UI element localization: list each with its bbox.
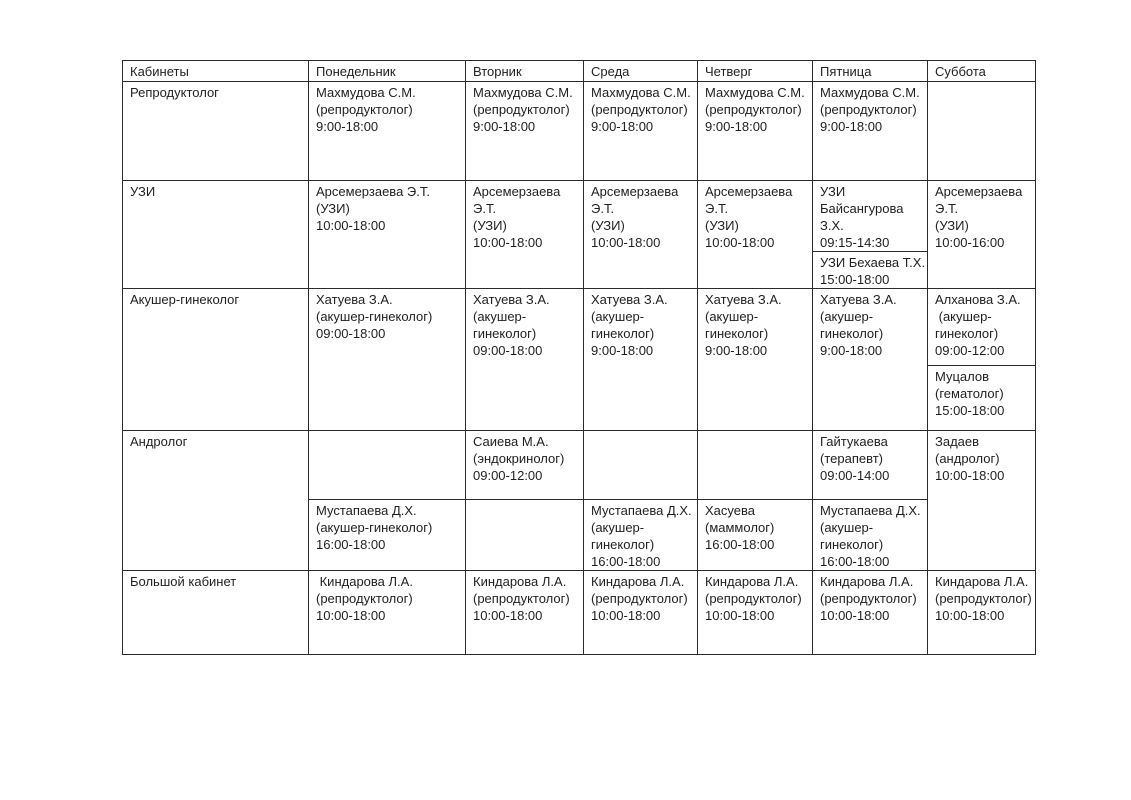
cell-reproduktolog-thursday [698,82,813,181]
col-header-monday: Понедельник [309,61,466,82]
cell-text-line: (УЗИ) [705,218,739,233]
cell-text-line: Хасуева [705,503,755,518]
cell-reproduktolog-saturday [928,82,1036,181]
cell-bolshoy-thursday [698,571,813,655]
cell-akusher-saturday-bottom [928,366,1036,431]
cell-text-line: (акушер- [591,520,645,535]
col-header-friday: Пятница [813,61,928,82]
cell-text-line: гинеколог) [591,326,655,341]
cell-text-line: Задаев [935,434,980,449]
cell-text-line: (репродуктолог) [591,591,688,606]
cell-androlog-wednesday-top [584,431,698,500]
cell-androlog-tuesday-top [466,431,584,500]
cell-bolshoy-wednesday [584,571,698,655]
cell-text-line: (андролог) [935,451,1000,466]
cell-text-line: Алханова З.А. [935,292,1021,307]
cell-text-line: 9:00-18:00 [473,119,536,134]
cell-text-line: (акушер- [820,309,874,324]
cell-text-line: (УЗИ) [591,218,625,233]
cell-text-line: Киндарова Л.А. [591,574,685,589]
cell-text-line: Муцалов [935,369,990,384]
cell-text-line: Арсемерзаева [705,184,793,199]
cell-text-line: Э.Т. [473,201,497,216]
cell-text-line: Киндарова Л.А. [935,574,1029,589]
cell-text-line: (УЗИ) [316,201,350,216]
cell-text-line: Махмудова С.М. [316,85,416,100]
cell-text-line: 09:00-18:00 [473,343,543,358]
cell-text-line: Мустапаева Д.Х. [316,503,417,518]
cell-text-line: Арсемерзаева [591,184,679,199]
col-header-thursday: Четверг [698,61,813,82]
cell-text-line: Киндарова Л.А. [820,574,914,589]
cell-bolshoy-friday [813,571,928,655]
cell-text-line: Э.Т. [705,201,729,216]
cell-text-line: Хатуева З.А. [705,292,782,307]
cell-text-line: гинеколог) [820,537,884,552]
cell-text-line: Киндарова Л.А. [316,574,413,589]
row-label-reproduktolog: Репродуктолог [123,82,309,181]
cell-uzi-tuesday [466,181,584,289]
cell-reproduktolog-wednesday [584,82,698,181]
cell-text-line: 9:00-18:00 [820,119,883,134]
cell-text-line: 9:00-18:00 [705,343,768,358]
cell-text-line: (маммолог) [705,520,775,535]
cell-text-line: (репродуктолог) [820,591,917,606]
row-uzi-top [123,181,1036,252]
row-label-bolshoy: Большой кабинет [123,571,309,655]
cell-text-line: Байсангурова [820,201,904,216]
row-label-uzi: УЗИ [123,181,309,289]
cell-text-line: гинеколог) [705,326,769,341]
cell-text-line: 09:15-14:30 [820,235,890,250]
cell-text-line: гинеколог) [935,326,999,341]
cell-text-line: 9:00-18:00 [820,343,883,358]
cell-text-line: 10:00-18:00 [935,608,1005,623]
cell-text-line: 10:00-18:00 [705,608,775,623]
cell-text-line: Хатуева З.А. [316,292,393,307]
cell-text-line: 9:00-18:00 [316,119,379,134]
cell-akusher-wednesday [584,289,698,431]
cell-androlog-friday-top [813,431,928,500]
schedule-table [122,60,1036,655]
cell-text-line: Э.Т. [591,201,615,216]
cell-text-line: 15:00-18:00 [820,272,890,287]
cell-uzi-saturday [928,181,1036,289]
cell-text-line: УЗИ Бехаева Т.Х. [820,255,926,270]
cell-uzi-friday-top [813,181,928,252]
cell-text-line: гинеколог) [591,537,655,552]
cell-text-line: (акушер- [705,309,759,324]
cell-text-line: 09:00-12:00 [473,468,543,483]
cell-text-line: 10:00-16:00 [935,235,1005,250]
row-bolshoy [123,571,1036,655]
cell-text-line: (акушер- [935,309,992,324]
cell-text-line: Арсемерзаева Э.Т. [316,184,430,199]
cell-text-line: (репродуктолог) [316,591,413,606]
cell-text-line: (акушер- [591,309,645,324]
cell-text-line: 16:00-18:00 [316,537,386,552]
cell-reproduktolog-tuesday [466,82,584,181]
cell-uzi-thursday [698,181,813,289]
cell-text-line: Хатуева З.А. [591,292,668,307]
cell-text-line: 9:00-18:00 [591,343,654,358]
cell-text-line: гинеколог) [820,326,884,341]
cell-text-line: Саиева М.А. [473,434,549,449]
cell-text-line: 10:00-18:00 [473,235,543,250]
cell-text-line: (репродуктолог) [935,591,1032,606]
cell-text-line: гинеколог) [473,326,537,341]
cell-akusher-tuesday [466,289,584,431]
cell-text-line: (репродуктолог) [705,102,802,117]
cell-text-line: (акушер- [820,520,874,535]
cell-text-line: (гематолог) [935,386,1004,401]
cell-androlog-thursday-bottom [698,500,813,571]
cell-text-line: 10:00-18:00 [935,468,1005,483]
cell-text-line: 10:00-18:00 [316,608,386,623]
cell-text-line: 09:00-12:00 [935,343,1005,358]
cell-text-line: 09:00-18:00 [316,326,386,341]
cell-text-line: Э.Т. [935,201,959,216]
cell-text-line: 10:00-18:00 [591,235,661,250]
cell-text-line: 9:00-18:00 [591,119,654,134]
cell-text-line: (акушер-гинеколог) [316,520,433,535]
cell-text-line: Махмудова С.М. [820,85,920,100]
cell-text-line: 10:00-18:00 [705,235,775,250]
cell-text-line: 15:00-18:00 [935,403,1005,418]
cell-text-line: (эндокринолог) [473,451,565,466]
cell-androlog-monday-top [309,431,466,500]
cell-text-line: (репродуктолог) [473,102,570,117]
cell-text-line: З.Х. [820,218,844,233]
col-header-tuesday: Вторник [466,61,584,82]
cell-text-line: 16:00-18:00 [705,537,775,552]
row-label-androlog: Андролог [123,431,309,571]
cell-akusher-monday [309,289,466,431]
cell-text-line: 16:00-18:00 [591,554,661,569]
cell-text-line: (УЗИ) [473,218,507,233]
cell-akusher-thursday [698,289,813,431]
cell-reproduktolog-friday [813,82,928,181]
cell-text-line: (репродуктолог) [473,591,570,606]
cell-text-line: (репродуктолог) [591,102,688,117]
header-row [123,61,1036,82]
cell-uzi-monday [309,181,466,289]
cell-androlog-friday-bottom [813,500,928,571]
cell-text-line: Арсемерзаева [935,184,1023,199]
cell-text-line: (репродуктолог) [820,102,917,117]
col-header-wednesday: Среда [584,61,698,82]
cell-text-line: Мустапаева Д.Х. [820,503,921,518]
cell-akusher-friday [813,289,928,431]
cell-text-line: 10:00-18:00 [591,608,661,623]
cell-androlog-monday-bottom [309,500,466,571]
cell-text-line: Махмудова С.М. [591,85,691,100]
cell-text-line: (репродуктолог) [316,102,413,117]
cell-bolshoy-tuesday [466,571,584,655]
cell-text-line: Хатуева З.А. [473,292,550,307]
cell-text-line: (УЗИ) [935,218,969,233]
cell-androlog-wednesday-bottom [584,500,698,571]
cell-text-line: (акушер-гинеколог) [316,309,433,324]
cell-text-line: Гайтукаева [820,434,888,449]
cell-uzi-friday-bottom [813,252,928,289]
cell-text-line: Махмудова С.М. [705,85,805,100]
col-header-saturday: Суббота [928,61,1036,82]
cell-androlog-saturday [928,431,1036,571]
cell-text-line: Махмудова С.М. [473,85,573,100]
cell-text-line: Мустапаева Д.Х. [591,503,692,518]
cell-text-line: 10:00-18:00 [820,608,890,623]
cell-text-line: 10:00-18:00 [473,608,543,623]
cell-text-line: 10:00-18:00 [316,218,386,233]
cell-text-line: Киндарова Л.А. [473,574,567,589]
cell-bolshoy-monday [309,571,466,655]
cell-text-line: 9:00-18:00 [705,119,768,134]
cell-text-line: Киндарова Л.А. [705,574,799,589]
row-akusher-top [123,289,1036,366]
cell-text-line: (акушер- [473,309,527,324]
row-label-akusher: Акушер-гинеколог [123,289,309,431]
cell-text-line: (терапевт) [820,451,884,466]
cell-androlog-tuesday-bottom [466,500,584,571]
cell-text-line: 09:00-14:00 [820,468,890,483]
cell-text-line: Хатуева З.А. [820,292,897,307]
cell-text-line: УЗИ [820,184,846,199]
cell-reproduktolog-monday [309,82,466,181]
row-androlog-top [123,431,1036,500]
cell-bolshoy-saturday [928,571,1036,655]
cell-text-line: (репродуктолог) [705,591,802,606]
col-header-cabinets: Кабинеты [123,61,309,82]
row-reproduktolog [123,82,1036,181]
cell-androlog-thursday-top [698,431,813,500]
cell-uzi-wednesday [584,181,698,289]
cell-text-line: Арсемерзаева [473,184,561,199]
cell-akusher-saturday-top [928,289,1036,366]
cell-text-line: 16:00-18:00 [820,554,890,569]
